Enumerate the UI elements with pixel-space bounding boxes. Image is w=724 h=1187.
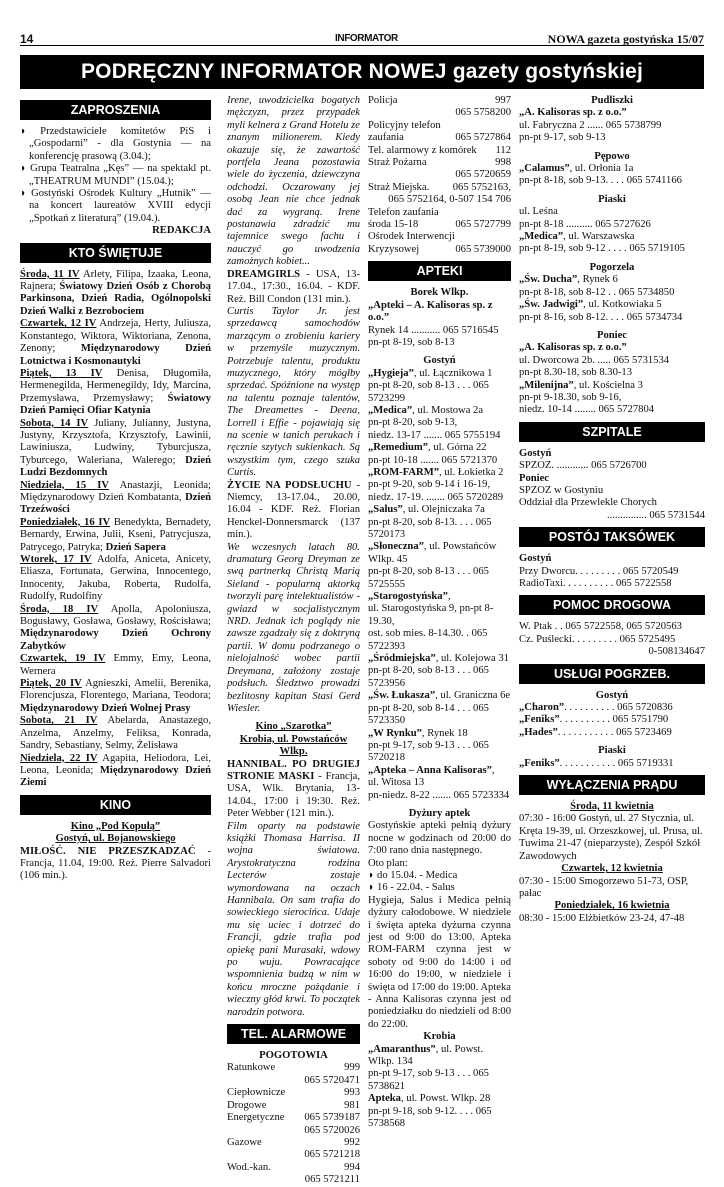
- pharmacy-detail: , ul. Graniczna 6e: [435, 690, 511, 702]
- section-wylaczenia-pradu: WYŁĄCZENIA PRĄDU: [519, 775, 705, 795]
- pharmacy: pn-pt 8-18, sob 9-13. . . . 065 5741166: [519, 175, 682, 187]
- phone-label: Drogowe: [227, 1099, 267, 1111]
- film-details: - Niemcy, 13-17.04., 20.00, 16.04 - KDF. Reż. Florian Henckel-Donnersmarck (137 min.).: [227, 479, 360, 541]
- phone-row: [227, 1162, 360, 1174]
- town-heading: Gostyń: [423, 355, 456, 367]
- pharmacy-detail: , Rynek 6: [577, 274, 618, 286]
- pharmacy-name: „Apteki – A. Kalisoras sp. z o.o.”: [368, 299, 493, 324]
- phone-number: 992: [344, 1136, 360, 1148]
- film-entry: [227, 759, 360, 821]
- phone-number: 065 5739000: [455, 243, 511, 255]
- phone-label: Telefon zaufania: [368, 206, 439, 218]
- pharmacy: pn-pt 8-19, sob 9-12 . . . . 065 5719105: [519, 243, 685, 255]
- pharmacy-name: „Starogostyńska”: [368, 591, 448, 603]
- phone-row: [368, 95, 511, 107]
- pharmacy: niedz. 13-17 ....... 065 5755194: [368, 429, 501, 441]
- town-heading: Gostyń: [595, 689, 629, 701]
- pharmacy: [368, 442, 511, 454]
- phone-number: 065 5752163,: [452, 181, 511, 193]
- phone-number: 065 5721218: [304, 1149, 360, 1161]
- phone-number: 065 5739187: [304, 1112, 360, 1124]
- pharmacy-detail: , ul. Powst. Wlkp. 134: [368, 1043, 484, 1068]
- cinema-address: Krobia, ul. Powstańców Wlkp.: [239, 733, 348, 758]
- hospital-line: SPZOZ. ............ 065 5726700: [519, 460, 647, 472]
- pharmacy: pn-pt 9-18.30, sob 9-16,: [519, 391, 622, 403]
- film-entry: [20, 846, 211, 883]
- phone-number: 065 5720026: [304, 1124, 360, 1136]
- duty-plan-label: Oto plan:: [368, 857, 408, 869]
- film-entry: [227, 480, 360, 542]
- roadside-line: Cz. Puślecki. . . . . . . . . 065 5725495: [519, 633, 676, 645]
- pharmacy: pn-pt 8-18 .......... 065 5727626: [519, 218, 651, 230]
- phone-row: [227, 1100, 360, 1112]
- nameday-date: Sobota, 14 IV: [20, 417, 89, 429]
- funeral-service: [519, 714, 705, 726]
- subheading-pogotowia: POGOTOWIA: [259, 1050, 328, 1062]
- outage-date: Poniedziałek, 16 kwietnia: [554, 900, 670, 912]
- funeral-service: [519, 727, 705, 739]
- nameday-names: Agnieszki, Amelii, Berenika, Florencjusza, Florentego, Mariana, Teodora;: [20, 678, 211, 702]
- funeral-service: [519, 758, 705, 770]
- town-heading: Poniec: [596, 329, 627, 341]
- pharmacy-detail: , ul. Mostowa 2a: [412, 404, 484, 416]
- nameday-entry: [20, 318, 211, 368]
- nameday-date: Piątek, 13 IV: [20, 367, 103, 379]
- section-pomoc-drogowa: POMOC DROGOWA: [519, 595, 705, 615]
- town-heading: Pogorzela: [589, 261, 635, 273]
- nameday-date: Środa, 11 IV: [20, 268, 80, 280]
- column-1: [20, 95, 211, 883]
- pharmacy: [368, 504, 511, 516]
- phone-label: zaufania: [368, 132, 404, 144]
- nameday-holiday: Dzień Trzeźwości: [20, 491, 211, 516]
- pharmacy-name: „Medica”: [368, 404, 413, 416]
- nameday-entry: [20, 480, 211, 517]
- pharmacy-detail: , ul. Warszawska: [563, 231, 635, 243]
- section-postoj-taksowek: POSTÓJ TAKSÓWEK: [519, 527, 705, 547]
- nameday-names: Anastazji, Leonida; Międzynarodowy Dzień Kombatanta,: [20, 479, 211, 503]
- pharmacy-detail: , ul. Orłonia 1a: [569, 163, 634, 175]
- pharmacy: pn-pt 9-17, sob 9-13 . . . 065 5720218: [368, 739, 489, 764]
- phone-row: [368, 244, 511, 256]
- pharmacy-detail: pn-pt 8-19, sob 8-13: [368, 336, 455, 348]
- nameday-date: Poniedziałek, 16 IV: [20, 516, 111, 528]
- nameday-date: Wtorek, 17 IV: [20, 554, 92, 565]
- phone-label: Policja: [368, 95, 398, 106]
- town-heading: Pudliszki: [591, 95, 633, 106]
- film-description: Irene, uwodzicielka bogatych mężczyzn, przez przypadek myli kelnera z Grand Hotelu ze znanym milionerem. Kiedy okazuje się, że zawartość portfela Jeana pozostawia wiele do życzenia, dziewczyna odchodzi. Oczarowany jej osobą Jean nie chce jednak dać za wygraną. Irene postanawia zdradzić mu tajemnice swego fachu i nauczyć go uwodzenia zamożnych kobiet...: [227, 95, 360, 268]
- nameday-names: Adolfa, Aniceta, Anicety, Eliasza, Fortunata, Gerwina, Innocentego, Innocenty, Jakuba, Roberta, Rudolfa, Rudolfy, Rudolfiny: [20, 554, 211, 603]
- outage-date: Czwartek, 12 kwietnia: [561, 863, 663, 875]
- taxi-line: Przy Dworcu. . . . . . . . . 065 5720549: [519, 565, 679, 577]
- film-title: DREAMGIRLS: [227, 268, 300, 280]
- duty-item: ◗ do 15.04. - Medica: [368, 869, 458, 881]
- pharmacy: [368, 1093, 511, 1105]
- hospital-line: Oddział dla Przewlekle Chorych: [519, 497, 657, 509]
- film-details: - USA, 13-17.04., 17:30., 16.04. - KDF. Reż. Bill Condon (131 min.).: [227, 268, 360, 305]
- pharmacy-detail: , ul. Kotkowiaka 5: [583, 299, 662, 311]
- pharmacy-name: „Remedium”: [368, 442, 429, 454]
- nameday-date: Sobota, 21 IV: [20, 715, 98, 727]
- section-szpitale: SZPITALE: [519, 422, 705, 442]
- pharmacy-name: „Amaranthus”: [368, 1043, 436, 1055]
- nameday-names: Agapita, Heliodora, Lei, Leona, Leonida;: [20, 752, 211, 776]
- cinema-name: Kino „Szarotka”: [255, 721, 332, 733]
- nameday-date: Czwartek, 12 IV: [20, 318, 97, 330]
- nameday-date: Niedziela, 22 IV: [20, 752, 98, 764]
- town-heading: Piaski: [598, 745, 626, 757]
- hospital-line: SPZOZ w Gostyniu: [519, 484, 604, 496]
- nameday-names: Andrzeja, Herty, Juliusza, Konstantego, Wiktora, Wiktoriana, Zenona, Zenony;: [20, 318, 211, 355]
- pharmacy: [368, 765, 511, 777]
- pharmacy: pn-pt 8-20, sob 8-13 . . . 065 5723299: [368, 380, 489, 404]
- pharmacy-name: „Św. Łukasza”: [368, 690, 436, 702]
- pharmacy-detail: , ul. Powst. Wlkp. 28: [400, 1093, 491, 1105]
- film-description: Curtis Taylor Jr. jest sprzedawcą samochodów marzącym o zrobieniu kariery w przemyśle muzycznym. Potrzebuje talentu, produktu muzycznego, który mógłby sprzedać. Spóźnione na występ na talentu poznaje talentów, The Dreamettes - Deena, Lorrell i Effie - pojawiają się na scenie w tanich perukach i ręcznie szytych sukienkach. Są wszystkim tym, czego szuka Curtis.: [227, 305, 360, 479]
- funeral-service-name: „Feniks”: [519, 757, 560, 769]
- phone-label: Ciepłownicze: [227, 1087, 286, 1099]
- pharmacy-detail: , ul. Łokietka 2: [439, 466, 504, 478]
- pharmacy: [368, 541, 511, 566]
- film-title: HANNIBAL. PO DRUGIEJ STRONIE MASKI: [227, 758, 360, 782]
- pharmacy-detail: Rynek 14 ........... 065 5716545: [368, 324, 499, 336]
- pharmacy: pn-pt 9-17, sob 9-13: [519, 132, 606, 144]
- nameday-holiday: Międzynarodowy Dzień Lotnictwa i Kosmonautyki: [20, 343, 211, 367]
- pharmacy: [368, 467, 511, 479]
- funeral-service-detail: . . . . . . . . . . . 065 5723469: [557, 726, 672, 738]
- pharmacy-detail: ,: [491, 764, 495, 776]
- signature-redakcja: REDAKCJA: [152, 225, 211, 237]
- outage-details: 07:30 - 16:00 Gostyń, ul. 27 Stycznia, ul. Kręta 19-39, ul. Orzeszkowej, ul. Prusa, ul. Tuwima 21-47 (nieparzyste), Zespół Szkół Zawodowych: [519, 813, 703, 862]
- town-heading: Piaski: [598, 193, 626, 205]
- nameday-entry: [20, 517, 211, 554]
- section-kino: KINO: [20, 795, 211, 815]
- pharmacy: [368, 728, 511, 740]
- phone-label: Tel. alarmowy z komórek: [368, 144, 477, 156]
- funeral-service-detail: . . . . . . . . . . 065 5751790: [559, 714, 669, 726]
- pharmacy-name: „Św. Jadwigi”: [519, 299, 584, 311]
- phone-row: [227, 1112, 360, 1124]
- nameday-holiday: Dzień Ludzi Bezdomnych: [20, 454, 211, 479]
- nameday-entry: [20, 269, 211, 319]
- nameday-date: Środa, 18 IV: [20, 603, 99, 615]
- taxi-line: Gostyń: [519, 553, 552, 565]
- pharmacy: ul. Leśna: [519, 206, 558, 218]
- pharmacy: pn-pt 8-20, sob 8-14 . . . 065 5723350: [368, 702, 489, 727]
- pharmacy: pn-pt 8-20, sob 9-13,: [368, 417, 458, 429]
- pharmacy: [519, 231, 705, 243]
- funeral-service-detail: . . . . . . . . . . 065 5720836: [564, 702, 673, 714]
- phone-number: 997: [495, 95, 511, 106]
- page-header: [20, 32, 704, 46]
- section-uslugi-pogrzebowe: USŁUGI POGRZEB.: [519, 664, 705, 684]
- pharmacy: „A. Kalisoras sp. z o.o.”: [519, 107, 627, 119]
- phone-number: 065 5727864: [455, 132, 511, 144]
- nameday-holiday: Światowy Dzień Pamięci Ofiar Katynia: [20, 392, 211, 417]
- town-heading: Krobia: [423, 1031, 456, 1043]
- pharmacy: [368, 405, 511, 417]
- roadside-line: W. Ptak . . 065 5722558, 065 5720563: [519, 621, 682, 633]
- nameday-entry: [20, 554, 211, 604]
- pharmacy-detail: , ul. Kolejowa 31: [435, 653, 509, 665]
- phone-number: 065 5721211: [304, 1174, 360, 1186]
- phone-number: 065 5720659: [455, 169, 511, 181]
- section-tel-alarmowe: TEL. ALARMOWE: [227, 1024, 360, 1044]
- film-details: - Francja, USA, Wlk. Brytania, 13-14.04., 17:00 i 19:30. Reż. Peter Webber (121 min.).: [227, 770, 360, 820]
- nameday-entry: [20, 678, 211, 715]
- subheading-dyzury: Dyżury aptek: [408, 807, 471, 819]
- pharmacy: pn-pt 8.30-18, sob 8.30-13: [519, 367, 632, 379]
- nameday-holiday: Międzynarodowy Dzień Wolnej Prasy: [20, 702, 191, 714]
- pharmacy-name: „Apteka – Anna Kalisoras”: [368, 764, 492, 776]
- pharmacy: [519, 274, 705, 286]
- funeral-service-name: „Feniks”: [519, 714, 560, 726]
- phone-label: środa 15-18: [368, 219, 419, 231]
- pharmacy-name: „Hygieja”: [368, 367, 414, 379]
- phone-row: [368, 219, 511, 231]
- nameday-date: Piątek, 20 IV: [20, 678, 82, 690]
- page-number: 14: [20, 32, 34, 46]
- phone-label: Gazowe: [227, 1136, 262, 1148]
- pharmacy: pn-pt 8-16, sob 8-12. . . . 065 5734734: [519, 311, 683, 323]
- pharmacy: pn-pt 8-20, sob 8-13 . . . 065 5725555: [368, 566, 489, 590]
- phone-number: 998: [495, 157, 511, 169]
- pharmacy-name: „Calamus”: [519, 163, 570, 175]
- pharmacy: ul. Fabryczna 2 ...... 065 5738799: [519, 119, 662, 131]
- phone-number: 993: [344, 1087, 360, 1099]
- nameday-holiday: Międzynarodowy Dzień Ziemi: [20, 764, 211, 789]
- pharmacy: [519, 163, 705, 175]
- pharmacy: ul. Dworcowa 2b. ..... 065 5731534: [519, 354, 670, 366]
- pharmacy: ul. Starogostyńska 9, pn-pt 8-19.30,: [368, 603, 494, 627]
- pharmacy: pn-pt 10-18 ....... 065 5721370: [368, 454, 498, 466]
- pharmacy-name: „Salus”: [368, 504, 403, 516]
- nameday-holiday: Światowy Dzień Osób z Chorobą Parkinsona, Dzień Radia, Ogólnopolski Dzień Walki z Bezrobociem: [20, 281, 211, 317]
- nameday-entry: [20, 715, 211, 752]
- pharmacy-name: „Śródmiejska”: [368, 653, 436, 665]
- pharmacy-name: „Milenijna”: [519, 379, 574, 391]
- outage-details: 07:30 - 15:00 Smogorzewo 51-73, OSP, pałac: [519, 875, 689, 899]
- pharmacy: [519, 380, 705, 392]
- pharmacy-name: „Słoneczna”: [368, 541, 424, 553]
- pharmacy-detail: , ul. Powstańców Wlkp. 45: [368, 541, 497, 565]
- phone-row: [227, 1062, 360, 1074]
- nameday-entry: [20, 418, 211, 480]
- pharmacy-name: Apteka: [368, 1093, 401, 1105]
- phone-number: 112: [495, 144, 511, 156]
- cinema-name: Kino „Pod Kopułą”: [70, 820, 161, 832]
- pharmacy: ul. Witosa 13: [368, 777, 425, 789]
- hospital-line: ............... 065 5731544: [607, 509, 705, 521]
- nameday-names: Arlety, Filipa, Izaaka, Leona, Rajnera;: [20, 268, 211, 293]
- outage-date: Środa, 11 kwietnia: [570, 801, 654, 813]
- duty-text: Hygieja, Salus i Medica pełnią dyżury całodobowe. W niedziele i święta apteka dyżurna czynna jest od 9:00 do 13:00. Apteka ROM-FARM czynna jest w soboty od 9:00 do 14:00 i od 16:00 do 19:00, w niedziele i święta od 17:00 do 19:00. Apteka - Anna Kalisoras czynna jest od poniedziałku do niedzieli od 8:00 do 22:00.: [368, 894, 511, 1030]
- invitation-item: ◗ Gostyński Ośrodek Kultury „Hutnik” — na koncert laureatów XVIII edycji „Spotkań z literaturą” (19.04.).: [20, 188, 211, 224]
- pharmacy: [368, 690, 511, 702]
- nameday-names: Emmy, Emy, Leona, Wernera: [20, 653, 212, 677]
- section-kto-swietuje: KTO ŚWIĘTUJE: [20, 243, 211, 263]
- phone-row: [227, 1137, 360, 1149]
- pharmacy-detail: , ul. Łącznikowa 1: [413, 367, 493, 379]
- pharmacy: niedz. 17-19. ....... 065 5720289: [368, 491, 504, 503]
- column-3: [368, 95, 511, 1131]
- funeral-service-name: „Charon”: [519, 702, 565, 714]
- nameday-entry: [20, 604, 211, 654]
- film-details: - Francja, 11.04, 19:00. Reż. Pierre Salvadori (106 min.).: [20, 845, 211, 882]
- section-apteki: APTEKI: [368, 261, 511, 281]
- pharmacy: [368, 1044, 511, 1069]
- phone-number: 065 5752164, 0-507 154 706: [388, 194, 511, 206]
- film-title: MIŁOŚĆ. NIE PRZESZKADZAĆ: [20, 845, 196, 857]
- pharmacy-detail: , ul. Kościelna 3: [573, 379, 643, 391]
- phone-label: Energetyczne: [227, 1112, 285, 1124]
- pharmacy-detail: ,: [447, 591, 451, 603]
- phone-row: [227, 1087, 360, 1099]
- phone-label: Ośrodek Interwencji: [368, 231, 455, 243]
- nameday-entry: [20, 653, 211, 678]
- pharmacy: pn-pt 9-20, sob 9-14 i 16-19,: [368, 479, 491, 491]
- phone-number: 994: [344, 1161, 360, 1173]
- publication-name: NOWA gazeta gostyńska 15/07: [547, 32, 704, 46]
- phone-row: [368, 145, 511, 157]
- pharmacy: ost. sob mies. 8-14.30. . 065 5722393: [368, 628, 488, 652]
- nameday-names: Juliany, Julianny, Justyna, Justyny, Krzysztofa, Krzysztofy, Lawinii, Lawiniusza, Ludwiny, Tyburcjusza, Tyburcego, Waleriana, Walerego;: [20, 417, 212, 466]
- nameday-date: Czwartek, 19 IV: [20, 653, 106, 665]
- section-label: INFORMATOR: [335, 33, 398, 44]
- film-description: We wczesnych latach 80. dramaturg Georg Dreyman ze swą partnerką Christą Marią Sieland - popularną aktorką tworzyli parę intelektualistów - gwiazd w socjalistycznym NRD. Jednak ich poglądy nie zawsze zgadzały się z doktryną partii. W domu podrzanego o nielojalność wobec partii Dreymana, założony zostaje podsłuch. Śledztwo prowadzi bezlitosny kapitan Stasi Gerd Wiesler.: [227, 541, 360, 714]
- pharmacy: „A. Kalisoras sp. z o.o.”: [519, 342, 627, 354]
- film-title: ŻYCIE NA PODSŁUCHU: [227, 479, 352, 491]
- pharmacy: pn-pt 8-20, sob 8-13. . . . 065 5720173: [368, 516, 492, 540]
- phone-number: 065 5720471: [304, 1074, 360, 1086]
- duty-text: Gostyńskie apteki pełnią dyżury nocne w godzinach od 20:00 do 7:00 rano dnia następnego.: [368, 820, 511, 857]
- section-zaproszenia: ZAPROSZENIA: [20, 100, 211, 120]
- pharmacy-detail: , ul. Górna 22: [428, 442, 487, 454]
- pharmacy: [519, 299, 705, 311]
- page-banner: PODRĘCZNY INFORMATOR NOWEJ gazety gostyńskiej: [20, 55, 704, 89]
- pharmacy: [368, 653, 511, 665]
- column-4: [519, 95, 705, 925]
- nameday-date: Niedziela, 15 IV: [20, 479, 110, 491]
- hospital-line: Poniec: [519, 472, 550, 484]
- phone-number: 065 5727799: [455, 219, 511, 231]
- pharmacy-detail: , ul. Olejniczaka 7a: [402, 504, 485, 516]
- duty-item: ◗ 16 - 22.04. - Salus: [368, 882, 455, 894]
- pharmacy-name: „Św. Ducha”: [519, 274, 578, 286]
- phone-label: Kryzysowej: [368, 243, 420, 255]
- phone-label: Ratunkowe: [227, 1062, 276, 1074]
- pharmacy-name: „W Rynku”: [368, 727, 422, 739]
- pharmacy: pn-niedz. 8-22 ....... 065 5723334: [368, 789, 510, 801]
- phone-row: [368, 182, 511, 194]
- taxi-line: RadioTaxi. . . . . . . . . . 065 5722558: [519, 578, 672, 589]
- cinema-address: Gostyń, ul. Bojanowskiego: [55, 833, 176, 845]
- nameday-names: Benedykta, Bernadety, Bernardy, Erwina, Julii, Kseni, Patrycjusza, Patrycego, Patryka;: [20, 516, 211, 553]
- hospital-line: Gostyń: [519, 447, 552, 459]
- nameday-names: Abelarda, Anastazego, Anzelma, Anzelmy, Feliksa, Konrada, Sandry, Sebastiany, Selmy, Żelisława: [20, 715, 211, 752]
- phone-label: Policyjny telefon: [368, 119, 441, 131]
- funeral-service: [519, 702, 705, 714]
- nameday-names: Apolla, Apoloniusza, Bogusławy, Gosława, Gosławy, Rościsława;: [20, 603, 212, 628]
- funeral-service-name: „Hades”: [519, 726, 558, 738]
- invitation-item: ◗ Grupa Teatralna „Kęs” — na spektakl pt. „THEATRUM MUNDI” (15.04.);: [20, 163, 211, 187]
- nameday-entry: [20, 368, 211, 418]
- pharmacy-name: „ROM-FARM”: [368, 466, 439, 478]
- phone-label: Wod.-kan.: [227, 1161, 271, 1173]
- town-heading: Borek Wlkp.: [410, 287, 469, 299]
- phone-number: 981: [344, 1099, 360, 1111]
- phone-row: [368, 157, 511, 169]
- pharmacy: pn-pt 9-17, sob 9-13 . . . 065 5738621: [368, 1068, 489, 1092]
- pharmacy: pn-pt 8-18, sob 8-12 . . 065 5734850: [519, 286, 675, 298]
- film-entry: [227, 269, 360, 306]
- pharmacy: [368, 368, 511, 380]
- pharmacy: niedz. 10-14 ........ 065 5727804: [519, 404, 655, 416]
- funeral-service-detail: . . . . . . . . . . . 065 5719331: [559, 757, 674, 769]
- film-description: Film oparty na podstawie książki Thomasa Harrisa. II wojna światowa. Arystokratyczna rodzina Lecterów zostaje wymordowana na oczach Hannibala. On sam trafia do sowieckiego sierocińca. Udaje mu się uciec i dotrzeć do Francji, gdzie trafia pod opiekę pani Murasaki, wdowy po wuju. Powracające wspomnienia budzą w nim w końcu mroczne pożądanie i wieczny głód krwi. To początek narodzin potwora.: [227, 820, 360, 1018]
- phone-row: [368, 132, 511, 144]
- pharmacy-detail: , Rynek 18: [421, 727, 468, 739]
- pharmacy: pn-pt 8-20, sob 8-13 . . . 065 5723956: [368, 665, 489, 689]
- nameday-holiday: Międzynarodowy Dzień Ochrony Zabytków: [20, 628, 211, 652]
- invitation-item: ◗ Przedstawiciele komitetów PiS i „Gospodarni” - dla Gostynia — na konferencję prasową (3.04.);: [20, 126, 211, 162]
- phone-label: Straż Pożarna: [368, 157, 427, 169]
- town-heading: Pępowo: [594, 150, 630, 162]
- nameday-holiday: Dzień Sapera: [105, 541, 166, 553]
- phone-number: 065 5758200: [455, 107, 511, 119]
- nameday-names: Denisa, Długomiła, Hermenegilda, Hermenegildy, Idy, Marcina, Przemysława, Przemysławy;: [20, 367, 211, 404]
- roadside-line: 0-508134647: [648, 646, 705, 658]
- nameday-entry: [20, 753, 211, 790]
- pharmacy-name: „Medica”: [519, 231, 564, 243]
- phone-number: 999: [344, 1062, 360, 1074]
- pharmacy: pn-pt 9-18, sob 9-12. . . . 065 5738568: [368, 1105, 492, 1130]
- column-2: [227, 95, 360, 1187]
- pharmacy: [368, 591, 511, 603]
- phone-label: Straż Miejska.: [368, 181, 430, 193]
- outage-details: 08:30 - 15:00 Elżbietków 23-24, 47-48: [519, 912, 685, 924]
